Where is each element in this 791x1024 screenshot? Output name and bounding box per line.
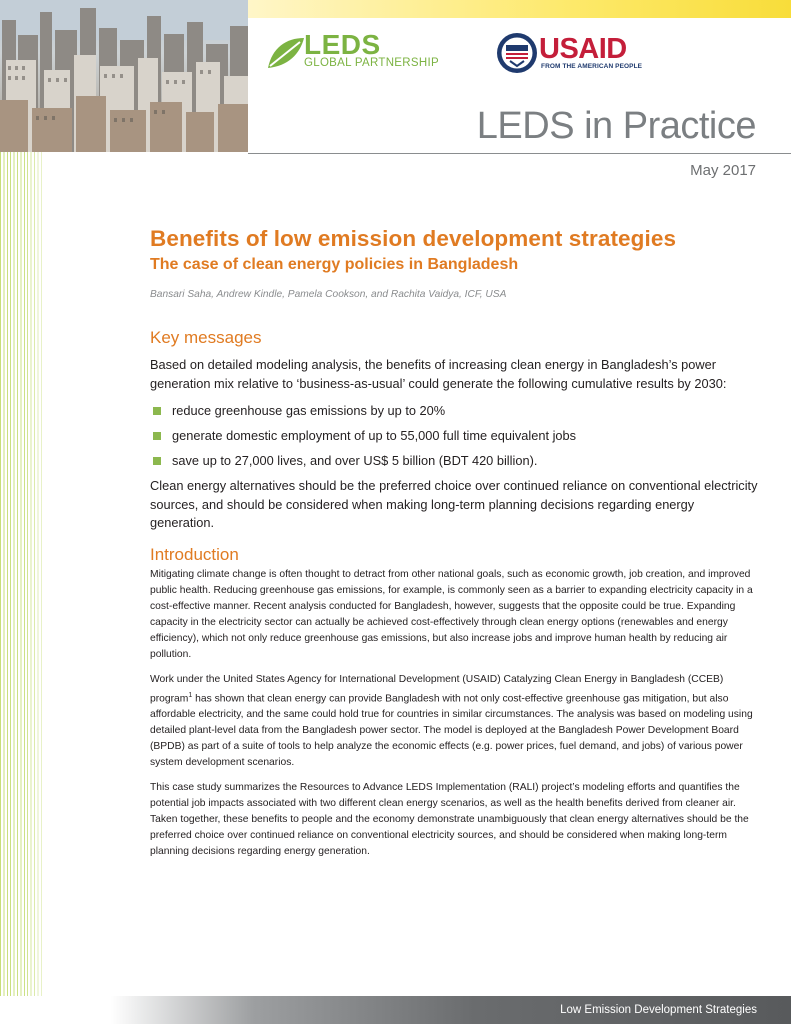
usaid-logo-tagline: FROM THE AMERICAN PEOPLE <box>541 63 643 70</box>
key-messages-closing: Clean energy alternatives should be the preferred choice over continued reliance on conventional electricity sources, and should be considered when making long-term planning decisions regarding energy generation. <box>150 478 758 530</box>
introduction-paragraph-3: This case study summarizes the Resources to Advance LEDS Implementation (RALI) project’s modeling efforts and quantifies the potential job impacts associated with two different clean energy scenarios, as well as the health benefits derived from cleaner air. Taken together, these benefits to people and the economy demonstrate unambiguously that clean energy alternatives should be the preferred choice over continued reliance on conventional electricity sources, and should be considered when making long-term planning decisions regarding energy generation. <box>150 781 749 857</box>
document-subtitle: The case of clean energy policies in Bangladesh <box>150 256 519 273</box>
decorative-lines-fade <box>0 152 42 1012</box>
green-square-bullet-icon <box>153 457 161 465</box>
main-content <box>150 226 758 869</box>
footnote-marker[interactable]: 1 <box>188 691 193 699</box>
list-item <box>150 427 758 445</box>
city-skyline-photo <box>0 0 248 152</box>
usaid-logo-name: USAID <box>539 33 627 65</box>
green-square-bullet-icon <box>153 407 161 415</box>
paragraph-2-rest: has shown that clean energy can provide Bangladesh with not only cost-effective greenhouse gas mitigation, but also affordable electricity, and the same could hold true for countries in similar circumstances. The analysis was based on modeling using detailed plant-level data from the Bangladesh power sector. The model is deployed at the Bangladesh Power Development Board (BPDB) as part of a suite of tools to help analyze the economic effects (e.g. power prices, fuel demand, and jobs) of various power system development scenarios. <box>150 692 753 768</box>
document-title: Benefits of low emission development strategies <box>150 226 677 251</box>
introduction-paragraph-2 <box>150 672 758 771</box>
key-messages-heading: Key messages <box>150 328 262 347</box>
header-yellow-band <box>248 0 791 18</box>
issue-date: May 2017 <box>690 162 756 179</box>
bullet-text: generate domestic employment of up to 55,000 full time equivalent jobs <box>172 428 577 443</box>
leaf-icon <box>266 34 306 72</box>
footer-label: Low Emission Development Strategies <box>560 1004 757 1016</box>
series-title: LEDS in Practice <box>476 105 756 147</box>
bullet-text: save up to 27,000 lives, and over US$ 5 billion (BDT 420 billion). <box>172 453 538 468</box>
authors-line: Bansari Saha, Andrew Kindle, Pamela Cookson, and Rachita Vaidya, ICF, USA <box>150 289 507 300</box>
list-item <box>150 402 758 420</box>
header-divider <box>248 153 791 154</box>
usaid-logo <box>496 32 646 76</box>
bullet-text: reduce greenhouse gas emissions by up to 20% <box>172 403 446 418</box>
leds-logo-name: LEDS <box>304 29 381 60</box>
green-square-bullet-icon <box>153 432 161 440</box>
footer-bar <box>0 996 791 1024</box>
key-messages-list <box>150 402 758 470</box>
introduction-heading: Introduction <box>150 544 239 564</box>
paragraph-2-start: Work under the United States Agency for International Development (USAID) Catalyzing Clean Energy in Bangladesh (CCEB) program <box>150 673 724 704</box>
list-item <box>150 452 758 470</box>
city-skyline-illustration <box>0 0 248 152</box>
leds-logo-subtitle: GLOBAL PARTNERSHIP <box>304 57 439 69</box>
usaid-seal-icon <box>496 32 538 74</box>
key-messages-intro: Based on detailed modeling analysis, the benefits of increasing clean energy in Bangladesh’s power generation mix relative to ‘business-as-usual’ could generate the following cumulative results by 2030: <box>150 357 727 391</box>
leds-global-partnership-logo <box>266 30 466 80</box>
introduction-paragraph-1: Mitigating climate change is often thought to detract from other national goals, such as economic growth, job creation, and improved public health. Reducing greenhouse gas emissions, for example, is commonly seen as a barrier to expanding electricity capacity in a cost-effective manner. Recent analysis conducted for Bangladesh, however, suggests that the opposite could be true. Expanding capacity in the electricity sector can actually be achieved cost-effectively through clean energy options (renewables and energy efficiency), which not only reduce greenhouse gas emissions, but also increase jobs and improve human health by reducing air pollution. <box>150 568 753 660</box>
